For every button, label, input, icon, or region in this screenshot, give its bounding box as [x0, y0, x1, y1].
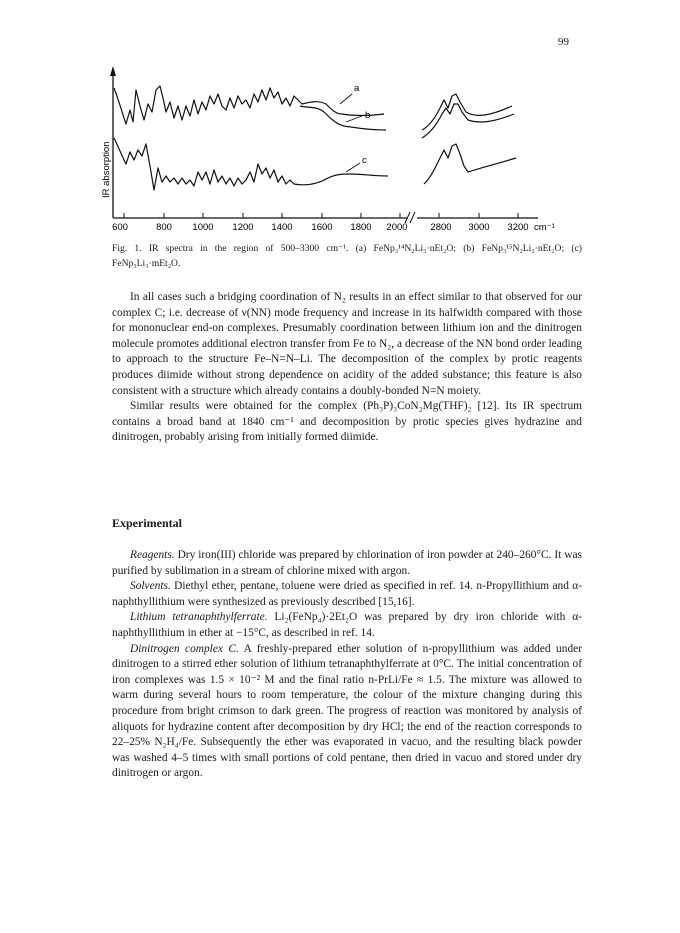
spectrum-b-left	[300, 106, 386, 130]
experimental-item	[112, 548, 582, 579]
y-axis-arrow	[110, 66, 116, 76]
spectrum-a-left	[114, 86, 384, 124]
experimental-item-text: A freshly-prepared ether solution of n-propyllithium was added under dinitrogen to a stirred ether solution of lithium tetranaphthylferrate at 0°C. The initial concentration of iron complexes was 1.5 × 10⁻² M and the final ratio n-PrLi/Fe ≈ 1.5. The mixture was allowed to warm during several hours to room temperature, the colour of the mixture changing during this procedure from bright crimson to dark green. The progress of reaction was monitored by analysis of aliquots for hydrazine content after decomposition by dry HCl; the end of the reaction corresponds to 22–25% N₂H₄/Fe. Subsequently the ether was evaporated in vacuo, and the resulting black powder was washed 4–5 times with small portions of cold pentane, then dried in vacuo and stored under dry dinitrogen or argon.	[112, 642, 582, 780]
run-in-heading: Lithium tetranaphthylferrate.	[130, 611, 268, 624]
x-tick-label: 1800	[350, 222, 372, 233]
discussion-text	[112, 290, 582, 446]
x-tick-label: 2800	[430, 222, 452, 233]
x-tick-label: 1600	[311, 222, 333, 233]
paragraph: Similar results were obtained for the complex (Ph₃P)₃CoN₂Mg(THF)₂ [12]. Its IR spectrum contains a broad band at 1840 cm⁻¹ and decomposition by protic species gives hydrazine and dinitrogen, probably arising from initially formed diimide.	[112, 400, 582, 444]
x-tick-label: 1200	[232, 222, 254, 233]
y-axis-label: IR absorption	[101, 141, 112, 198]
x-tick-label: 600	[112, 222, 128, 233]
paragraph: In all cases such a bridging coordination of N₂ results in an effect similar to that observed for our complex C; i.e. decrease of ν(NN) mode frequency and increase in its halfwidth compared with those for mononuclear end-on complexes. Presumably coordination between lithium ion and the dinitrogen molecule promotes additional electron transfer from Fe to N₂, a decrease of the NN bond order leading to approach to the structure Fe–N=N–Li. The decomposition of the complex by protic reagents produces diimide without strong dependence on acidity of the added substance; this feature is also consistent with a structure which already contains a doubly-bonded N=N moiety.	[112, 291, 582, 397]
x-tick-label: 3000	[468, 222, 490, 233]
label-b-leader	[346, 116, 362, 122]
section-heading-experimental: Experimental	[112, 516, 182, 530]
run-in-heading: Reagents.	[130, 549, 175, 561]
experimental-item-text: Dry iron(III) chloride was prepared by chlorination of iron powder at 240–260°C. It was purified by sublimation in a stream of chlorine mixed with argon.	[112, 549, 582, 577]
x-tick-label: 1400	[271, 222, 293, 233]
run-in-heading: Solvents.	[130, 580, 171, 593]
experimental-item	[112, 642, 582, 782]
experimental-item	[112, 610, 582, 641]
experimental-item-text: Li₂(FeNp₄)·2Et₂O was prepared by dry iron chloride with α-naphthyllithium in ether at −15°C, as described in ref. 14.	[112, 611, 582, 639]
curve-label-b: b	[365, 110, 371, 121]
x-tick-label: 2000	[386, 222, 408, 233]
curve-label-c: c	[362, 155, 367, 166]
x-axis-unit: cm⁻¹	[534, 222, 555, 233]
spectrum-b-right	[422, 104, 514, 138]
spectrum-c-right	[424, 144, 516, 184]
ir-spectra-figure	[100, 60, 570, 238]
spectrum-c-left	[114, 138, 388, 190]
label-c-leader	[346, 163, 360, 172]
experimental-text	[112, 548, 582, 782]
page-number: 99	[558, 36, 569, 48]
x-tick-label: 800	[156, 222, 172, 233]
experimental-item-text: Diethyl ether, pentane, toluene were dried as specified in ref. 14. n-Propyllithium and α-naphthyllithium were synthesized as previously described [15,16].	[112, 580, 582, 608]
experimental-item	[112, 579, 582, 610]
run-in-heading: Dinitrogen complex C.	[130, 642, 239, 655]
x-tick-label: 3200	[507, 222, 529, 233]
label-a-leader	[340, 94, 352, 104]
x-tick-label: 1000	[192, 222, 214, 233]
figure-caption: Fig. 1. IR spectra in the region of 500–3300 cm⁻¹. (a) FeNp₃¹⁴N₂Li₃·nEt₂O; (b) FeNp₃¹⁵N₂Li₃·nEt₂O; (c) FeNp₃Li₃·mEt₂O.	[112, 243, 582, 269]
curve-label-a: a	[354, 83, 360, 94]
axis-break-mark	[410, 212, 415, 223]
x-tick-marks	[124, 213, 518, 218]
